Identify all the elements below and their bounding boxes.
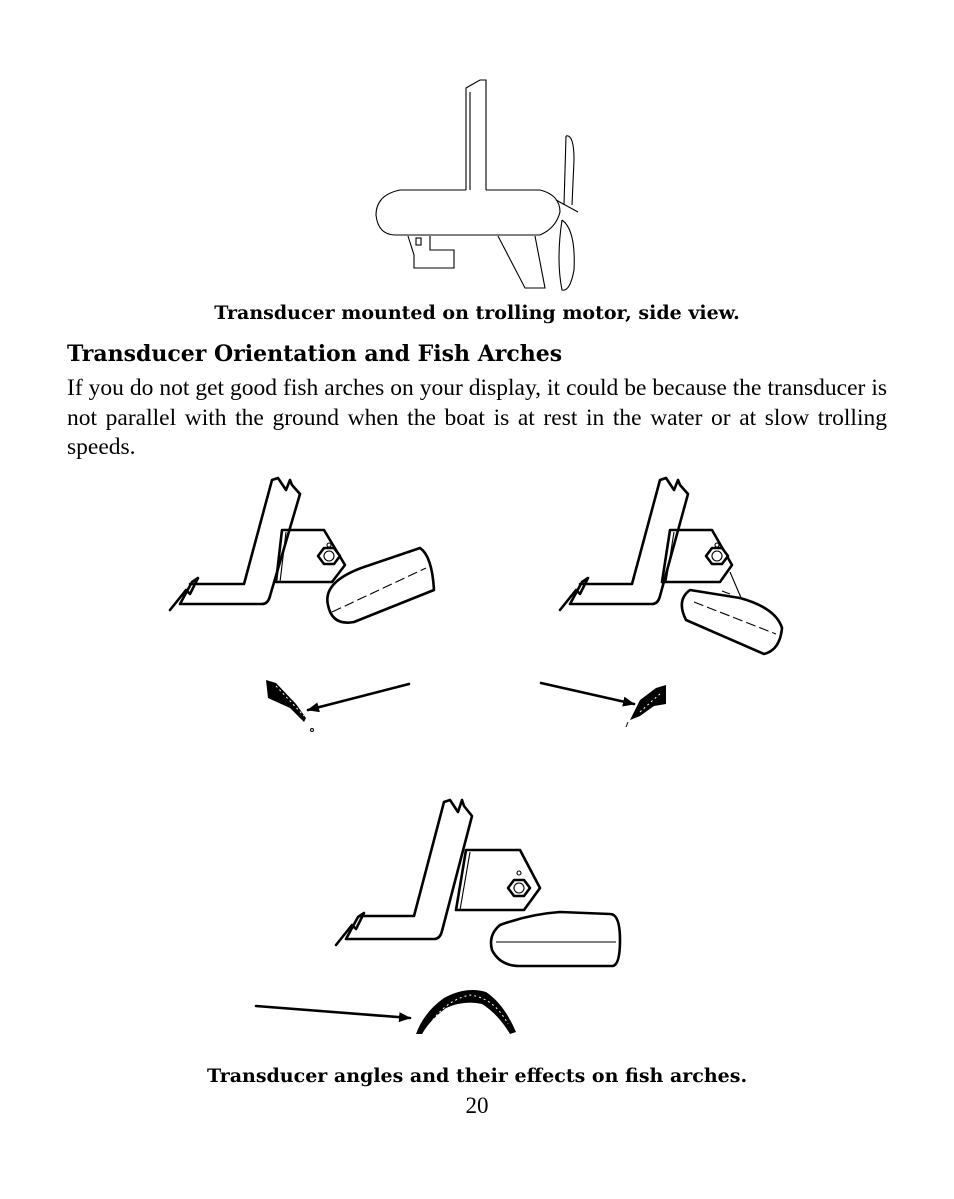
figure-1-caption: Transducer mounted on trolling motor, side view.: [214, 302, 740, 324]
fish-arch-ascending: [541, 683, 666, 727]
fish-arch-full: [256, 990, 516, 1034]
fish-arch-descending: [266, 680, 409, 732]
transducer-angles-diagram: [160, 460, 800, 1050]
figure-2-caption: Transducer angles and their effects on fish arches.: [206, 1065, 748, 1087]
section-paragraph: If you do not get good fish arches on your display, it could be because the transducer is not parallel with the ground when the boat is at rest in the water or at slow trolling speeds.: [67, 375, 887, 460]
section-heading: Transducer Orientation and Fish Arches: [67, 341, 563, 367]
page-number: 20: [465, 1093, 489, 1118]
transducer-nose-up: [170, 478, 434, 623]
trolling-motor-diagram: [360, 75, 590, 295]
transducer-level: [336, 800, 620, 966]
transducer-nose-down: [560, 478, 782, 654]
